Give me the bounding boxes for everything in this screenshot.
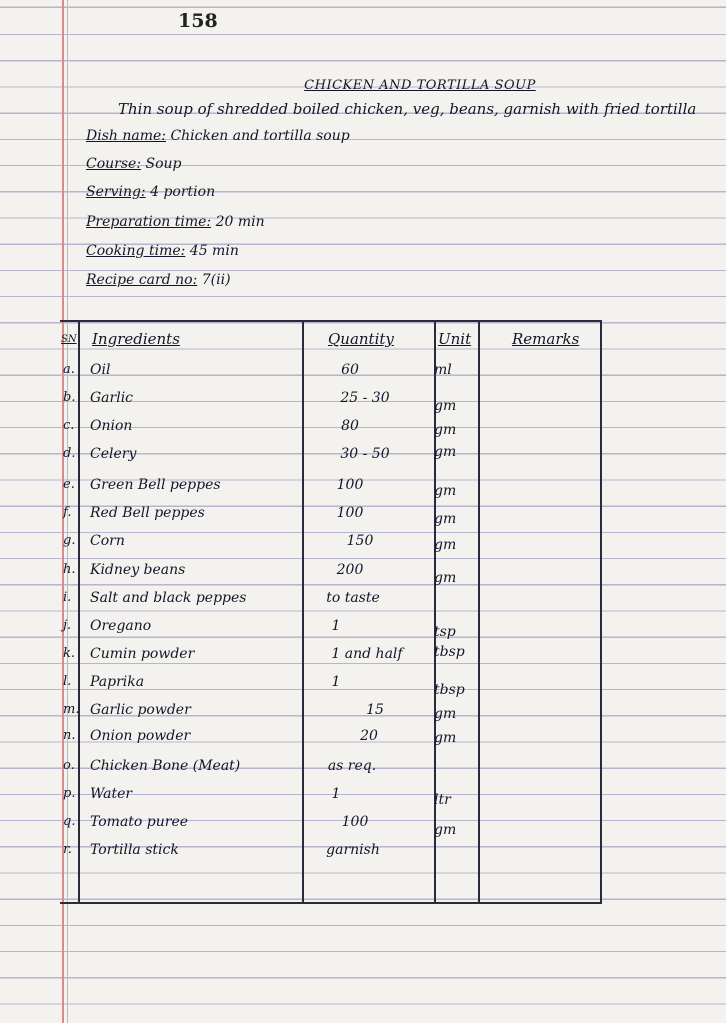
row-unit: gm (434, 483, 457, 499)
row-quantity: 150 (346, 533, 374, 549)
row-quantity: 200 (336, 562, 364, 578)
info-key: Dish name: (86, 128, 166, 144)
row-sn: r. (63, 842, 72, 857)
table-divider-remarks (478, 322, 480, 902)
row-ingredient: Garlic (90, 390, 134, 406)
row-unit: gm (434, 822, 457, 838)
row-ingredient: Oregano (90, 618, 152, 634)
row-quantity: 100 (336, 477, 364, 493)
row-unit: ltr (434, 792, 451, 808)
info-value: 4 portion (150, 184, 216, 200)
row-ingredient: Chicken Bone (Meat) (90, 758, 241, 774)
page-number: 158 (178, 10, 218, 32)
table-divider-quantity (302, 322, 304, 902)
row-unit: gm (434, 511, 457, 527)
row-ingredient: Corn (90, 533, 125, 549)
info-course (86, 156, 182, 172)
row-unit: gm (434, 570, 457, 586)
info-key: Cooking time: (86, 243, 186, 259)
row-unit: tbsp (434, 682, 465, 698)
row-ingredient: Oil (90, 362, 111, 378)
row-sn: p. (63, 786, 76, 801)
row-quantity: 1 (331, 674, 341, 690)
row-sn: a. (63, 362, 75, 377)
row-ingredient: Celery (90, 446, 137, 462)
row-quantity: 1 (331, 786, 341, 802)
header-ingredients: Ingredients (92, 330, 180, 348)
info-key: Preparation time: (86, 214, 212, 230)
row-unit: gm (434, 398, 457, 414)
row-quantity: 25 - 30 (340, 390, 390, 406)
info-key: Recipe card no: (86, 272, 198, 288)
row-ingredient: Water (90, 786, 133, 802)
row-unit: tsp (434, 624, 456, 640)
row-ingredient: Green Bell peppes (90, 477, 221, 493)
row-sn: l. (63, 674, 72, 689)
info-key: Course: (86, 156, 142, 172)
row-sn: b. (63, 390, 76, 405)
row-sn: g. (63, 533, 76, 548)
info-serving (86, 184, 215, 200)
ingredient-table (60, 320, 602, 904)
header-quantity: Quantity (328, 330, 394, 348)
recipe-title: CHICKEN AND TORTILLA SOUP (304, 78, 536, 93)
row-quantity: 1 and half (331, 646, 403, 662)
info-value: Soup (145, 156, 182, 172)
row-quantity: 100 (341, 814, 369, 830)
row-sn: j. (63, 618, 72, 633)
row-quantity: 1 (331, 618, 341, 634)
row-unit: tbsp (434, 644, 465, 660)
row-quantity: 100 (336, 505, 364, 521)
row-sn: i. (63, 590, 72, 605)
row-sn: o. (63, 758, 75, 773)
row-sn: e. (63, 477, 75, 492)
info-value: Chicken and tortilla soup (170, 128, 350, 144)
header-sn: SN (61, 334, 77, 345)
row-sn: k. (63, 646, 76, 661)
row-unit: gm (434, 422, 457, 438)
row-unit: gm (434, 537, 457, 553)
row-unit: gm (434, 706, 457, 722)
row-quantity: 15 (366, 702, 384, 718)
row-unit: ml (434, 362, 452, 378)
info-preparation-time (86, 214, 265, 230)
row-quantity: as req. (327, 758, 377, 774)
row-ingredient: Paprika (90, 674, 145, 690)
row-unit: gm (434, 444, 457, 460)
info-value: 7(ii) (201, 272, 231, 288)
header-unit: Unit (438, 330, 472, 348)
row-quantity: 60 (341, 362, 359, 378)
row-ingredient: Tortilla stick (90, 842, 179, 858)
row-ingredient: Cumin powder (90, 646, 195, 662)
info-value: 45 min (189, 243, 239, 259)
header-remarks: Remarks (512, 330, 580, 348)
row-quantity: 20 (360, 728, 378, 744)
row-ingredient: Onion powder (90, 728, 191, 744)
row-sn: d. (63, 446, 76, 461)
row-ingredient: Tomato puree (90, 814, 189, 830)
row-ingredient: Garlic powder (90, 702, 191, 718)
row-sn: f. (63, 505, 72, 520)
row-quantity: 80 (341, 418, 359, 434)
info-value: 20 min (215, 214, 265, 230)
info-cooking-time (86, 243, 239, 259)
row-ingredient: Kidney beans (90, 562, 186, 578)
info-recipe-card-no (86, 272, 231, 288)
info-key: Serving: (86, 184, 146, 200)
row-quantity: garnish (326, 842, 380, 858)
row-sn: h. (63, 562, 76, 577)
info-dish-name (86, 128, 350, 144)
row-quantity: 30 - 50 (340, 446, 390, 462)
row-sn: m. (63, 702, 80, 717)
row-sn: q. (63, 814, 76, 829)
row-ingredient: Red Bell peppes (90, 505, 205, 521)
row-ingredient: Salt and black peppes (90, 590, 247, 606)
row-sn: n. (63, 728, 76, 743)
recipe-description: Thin soup of shredded boiled chicken, veg, beans, garnish with fried tortilla (118, 100, 697, 118)
row-sn: c. (63, 418, 75, 433)
row-quantity: to taste (326, 590, 380, 606)
row-ingredient: Onion (90, 418, 133, 434)
row-unit: gm (434, 730, 457, 746)
